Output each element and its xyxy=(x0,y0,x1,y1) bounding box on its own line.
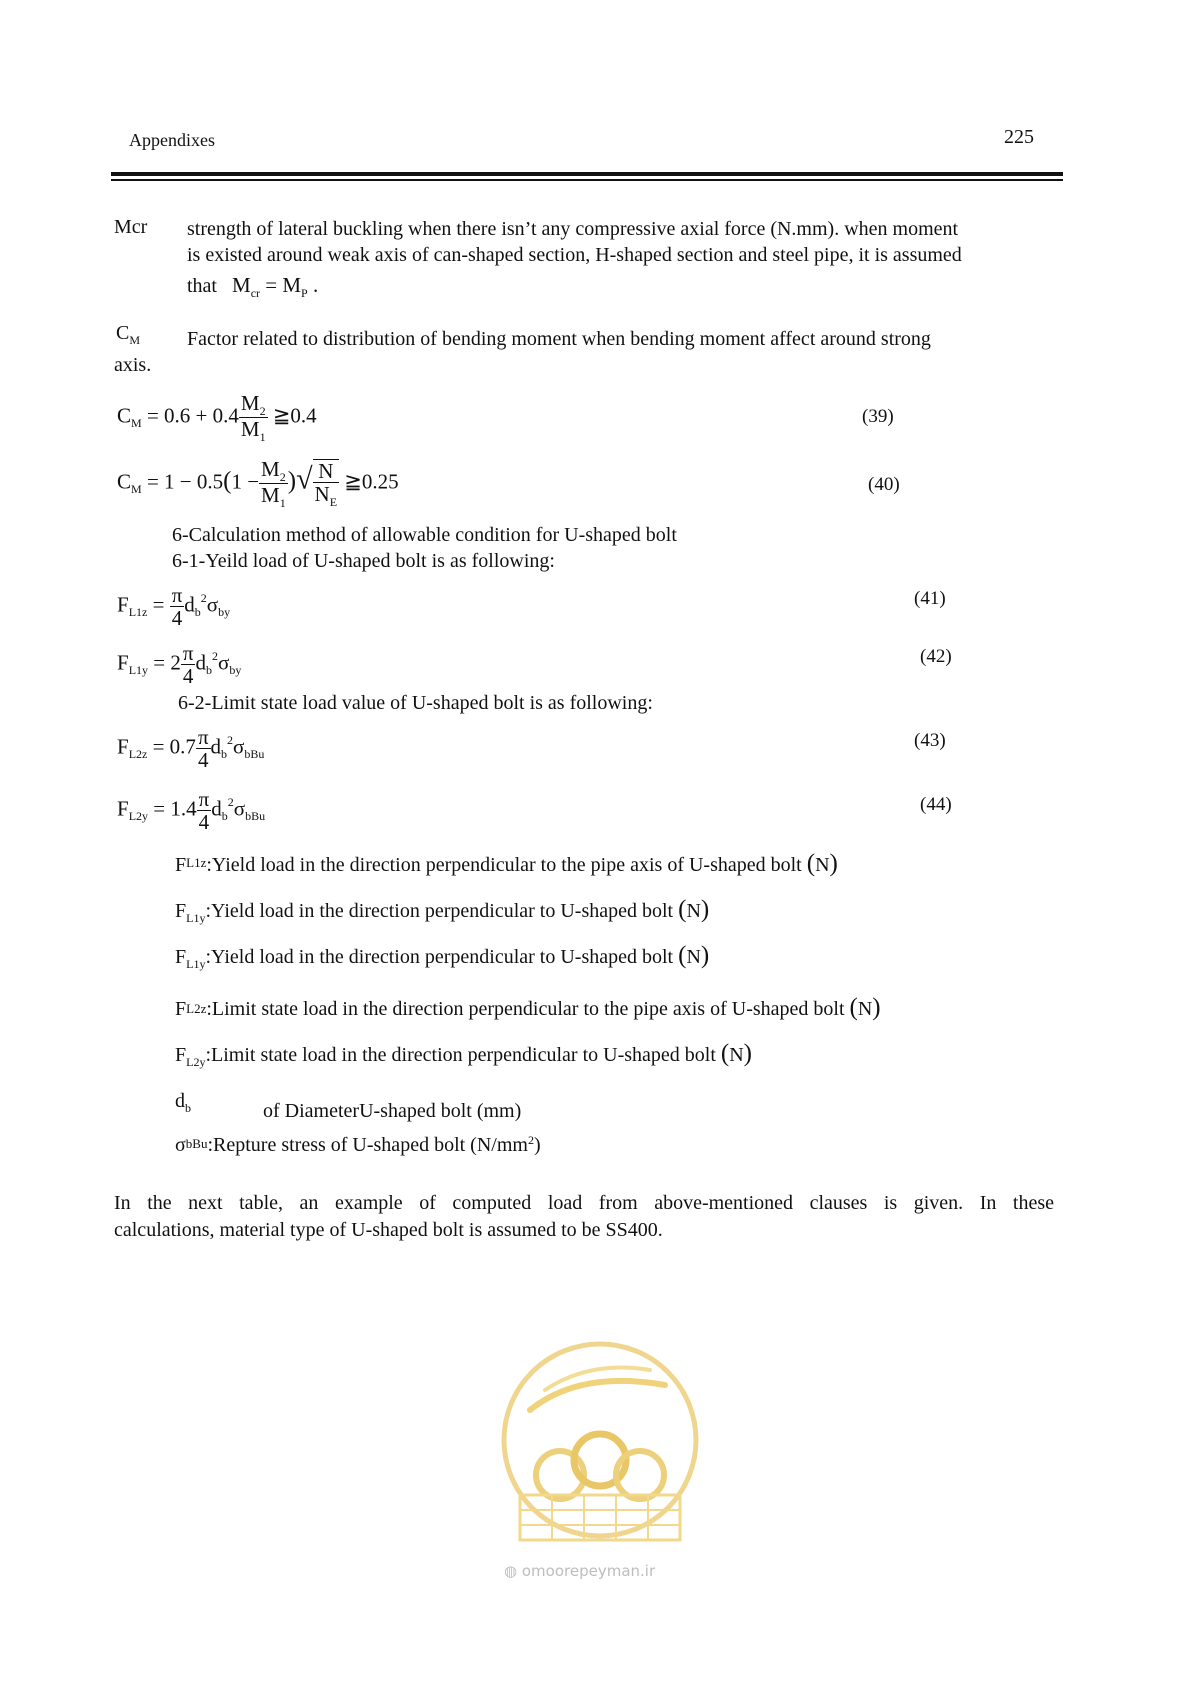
definition-db-text: of DiameterU-shaped bolt (mm) xyxy=(263,1100,522,1122)
equation-42-number: (42) xyxy=(920,646,952,667)
definition-sigma-end: ) xyxy=(533,1134,541,1156)
equation-41-number: (41) xyxy=(914,588,946,609)
cm-symbol-sub: M xyxy=(129,333,141,347)
section-6-heading: 6-Calculation method of allowable condition for U-shaped bolt xyxy=(172,524,677,546)
closing-line-2: calculations, material type of U-shaped bolt is assumed to be SS400. xyxy=(114,1219,663,1241)
watermark-url xyxy=(504,1562,655,1580)
mcr-term: Mcr xyxy=(114,216,148,238)
definition-fl2z: FL2z:Limit state load in the direction perpendicular to the pipe axis of U-shaped bolt (N) xyxy=(175,994,881,1021)
definition-sigma: σbBu:Repture stress of U-shaped bolt $(N/mm^2)$ xyxy=(175,1133,541,1156)
definition-fl1y-b: $F_{L1y}:Yield$ load in the direction perpendicular to U-shaped bolt (N) xyxy=(175,942,710,971)
definition-fl1y-a-text: :Yield load in the direction perpendicular to U-shaped bolt xyxy=(205,900,674,922)
equation-44: $F_{L2y} = 1.4$ $\frac{\pi}{4}$ $d_b^2\sigma_{bBu}$ xyxy=(117,787,266,834)
definition-fl1y-b-text: :Yield load in the direction perpendicular to U-shaped bolt xyxy=(205,946,674,968)
header-rule-thick xyxy=(111,172,1063,176)
equation-39-number: (39) xyxy=(862,406,894,427)
mcr-line-2: is existed around weak axis of can-shaped section, H-shaped section and steel pipe, it is assumed xyxy=(187,244,962,266)
cm-line-2: axis. xyxy=(114,354,152,376)
equation-39: $C_M = 0.6 + 0.4$ $\frac{M_2}{M_1}$ ≧0.4 xyxy=(117,391,317,444)
header-title: Appendixes xyxy=(129,130,215,150)
cm-term xyxy=(116,322,140,345)
section-6-1-heading: 6-1-Yeild load of U-shaped bolt is as following: xyxy=(172,550,555,572)
closing-line-1: In the next table, an example of computed load from above-mentioned clauses is given. In these xyxy=(114,1192,1054,1214)
watermark-logo xyxy=(490,1330,710,1590)
cm-line-1: Factor related to distribution of bending moment when bending moment affect around strong xyxy=(187,328,931,350)
definition-fl1z-text: :Yield load in the direction perpendicular to the pipe axis of U-shaped bolt xyxy=(206,854,802,876)
definition-fl2y-text: :Limit state load in the direction perpendicular to U-shaped bolt xyxy=(205,1044,716,1066)
mcr-line-3 xyxy=(187,272,318,301)
equation-43-number: (43) xyxy=(914,730,946,751)
mcr-equation: $M_{cr} = M_P$ . xyxy=(232,273,319,300)
equation-40: $C_M = 1 - 0.5(1$ − $\frac{M_2}{M_1}$ )√ $\frac{N}{N_E}$ ≧0.25 xyxy=(117,457,399,510)
definition-fl2z-text: :Limit state load in the direction perpendicular to the pipe axis of U-shaped bolt xyxy=(206,998,845,1020)
cm-symbol: C xyxy=(116,322,130,344)
equation-44-number: (44) xyxy=(920,794,952,815)
definition-sigma-text: :Repture stress of U-shaped bolt (N/mm xyxy=(207,1134,528,1156)
mcr-that: that xyxy=(187,275,217,297)
watermark-url-text: omoorepeyman.ir xyxy=(521,1562,656,1580)
equation-40-number: (40) xyxy=(868,474,900,495)
definition-fl1z: $F^{L1z}:Yield$ load in the direction perpendicular to the pipe axis of U-shaped bolt (N) xyxy=(175,850,838,877)
globe-icon: ◍ xyxy=(504,1562,518,1580)
mcr-description xyxy=(187,216,1067,268)
equation-42: $F_{L1y} = 2$ $\frac{\pi}{4}$ $d_b^2\sigma_{by}$ xyxy=(117,641,242,688)
definition-fl2y: $F_{L2y}:Limit$ state load in the direction perpendicular to U-shaped bolt (N) xyxy=(175,1040,752,1069)
equation-41: $F_{L1z}$ = $\frac{\pi}{4}$ $d_b^2\sigma_{by}$ xyxy=(117,583,231,630)
section-6-2-heading: 6-2-Limit state load value of U-shaped bolt is as following: xyxy=(178,692,653,714)
definition-db-symbol: $d_b$ xyxy=(175,1090,191,1115)
header-rule-thin xyxy=(111,179,1063,181)
closing-paragraph xyxy=(114,1190,1054,1244)
page-number: 225 xyxy=(1004,126,1034,148)
definition-fl1y-a: $F_{L1y}:Yield$ load in the direction perpendicular to U-shaped bolt (N) xyxy=(175,896,710,925)
equation-43: $F_{L2z} = 0.7$ $\frac{\pi}{4}$ $d_b^2\sigma_{bBu}$ xyxy=(117,725,265,772)
watermark-emblem xyxy=(490,1330,710,1590)
mcr-line-1: strength of lateral buckling when there isn’t any compressive axial force (N.mm). when moment xyxy=(187,218,959,240)
